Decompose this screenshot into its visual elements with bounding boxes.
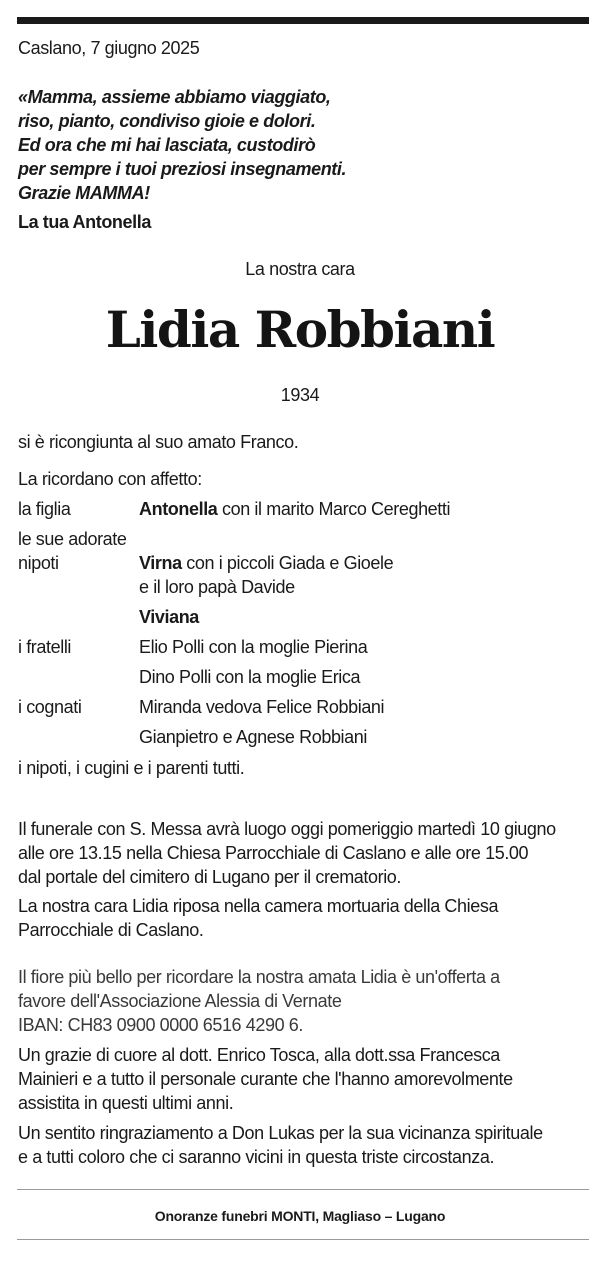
thanks-priest-line-1: Un sentito ringraziamento a Don Lukas per la sua vicinanza spirituale (18, 1123, 543, 1143)
nieces-label-2: nipoti (18, 553, 59, 573)
reunited-text: si è ricongiunta al suo amato Franco. (18, 432, 299, 452)
top-rule (17, 17, 589, 24)
brothers-label: i fratelli (18, 637, 72, 657)
niece1-rest: con i piccoli Giada e Gioele (181, 553, 394, 573)
quote-line-1: «Mamma, assieme abbiamo viaggiato, (18, 87, 331, 107)
daughter-rest: con il marito Marco Cereghetti (217, 499, 451, 519)
donation-line-1: Il fiore più bello per ricordare la nostra amata Lidia è un'offerta a (18, 967, 500, 987)
quote-line-2: riso, pianto, condiviso gioie e dolori. (18, 111, 316, 131)
thanks-doctors-line-1: Un grazie di cuore al dott. Enrico Tosca, alla dott.ssa Francesca (18, 1045, 500, 1065)
quote-line-5: Grazie MAMMA! (18, 183, 150, 203)
funeral-home: Onoranze funebri MONTI, Magliaso – Lugano (154, 1208, 446, 1224)
quote-line-3: Ed ora che mi hai lasciata, custodirò (18, 135, 316, 155)
remembered-by: La ricordano con affetto: (18, 469, 202, 489)
niece1-line2: e il loro papà Davide (139, 577, 295, 597)
thanks-priest-line-2: e a tutti coloro che ci saranno vicini in questa triste circostanza. (18, 1147, 495, 1167)
resting-line-2: Parrocchiale di Caslano. (18, 920, 204, 940)
quote-signature: La tua Antonella (18, 212, 151, 232)
other-relatives: i nipoti, i cugini e i parenti tutti. (18, 758, 245, 778)
inlaw1: Miranda vedova Felice Robbiani (139, 697, 385, 717)
inlaws-label: i cognati (18, 697, 82, 717)
deceased-name: Lidia Robbiani (105, 300, 495, 359)
brother2: Dino Polli con la moglie Erica (139, 667, 361, 687)
funeral-line-2: alle ore 13.15 nella Chiesa Parrocchiale di Caslano e alle ore 15.00 (18, 843, 529, 863)
brother1: Elio Polli con la moglie Pierina (139, 637, 368, 657)
daughter-entry (139, 497, 450, 521)
place-date: Caslano, 7 giugno 2025 (18, 38, 200, 58)
donation-iban: IBAN: CH83 0900 0000 6516 4290 6. (18, 1015, 304, 1035)
daughter-name: Antonella (139, 499, 218, 519)
nieces-label-1: le sue adorate (18, 529, 127, 549)
birth-year: 1934 (280, 385, 320, 405)
daughter-label: la figlia (18, 499, 71, 519)
funeral-line-1: Il funerale con S. Messa avrà luogo oggi pomeriggio martedì 10 giugno (18, 819, 556, 839)
resting-line-1: La nostra cara Lidia riposa nella camera mortuaria della Chiesa (18, 896, 499, 916)
footer-top-rule (17, 1189, 589, 1190)
thanks-doctors-line-3: assistita in questi ultimi anni. (18, 1093, 234, 1113)
inlaw2: Gianpietro e Agnese Robbiani (139, 727, 367, 747)
thanks-doctors-line-2: Mainieri e a tutto il personale curante che l'hanno amorevolmente (18, 1069, 513, 1089)
footer-bottom-rule (17, 1239, 589, 1240)
niece1-name: Virna (139, 553, 182, 573)
donation-line-2: favore dell'Associazione Alessia di Vernate (18, 991, 342, 1011)
niece2-name: Viviana (139, 607, 199, 627)
quote-line-4: per sempre i tuoi preziosi insegnamenti. (18, 159, 347, 179)
intro-text: La nostra cara (245, 259, 355, 279)
niece1-entry (139, 551, 393, 575)
funeral-line-3: dal portale del cimitero di Lugano per il crematorio. (18, 867, 402, 887)
